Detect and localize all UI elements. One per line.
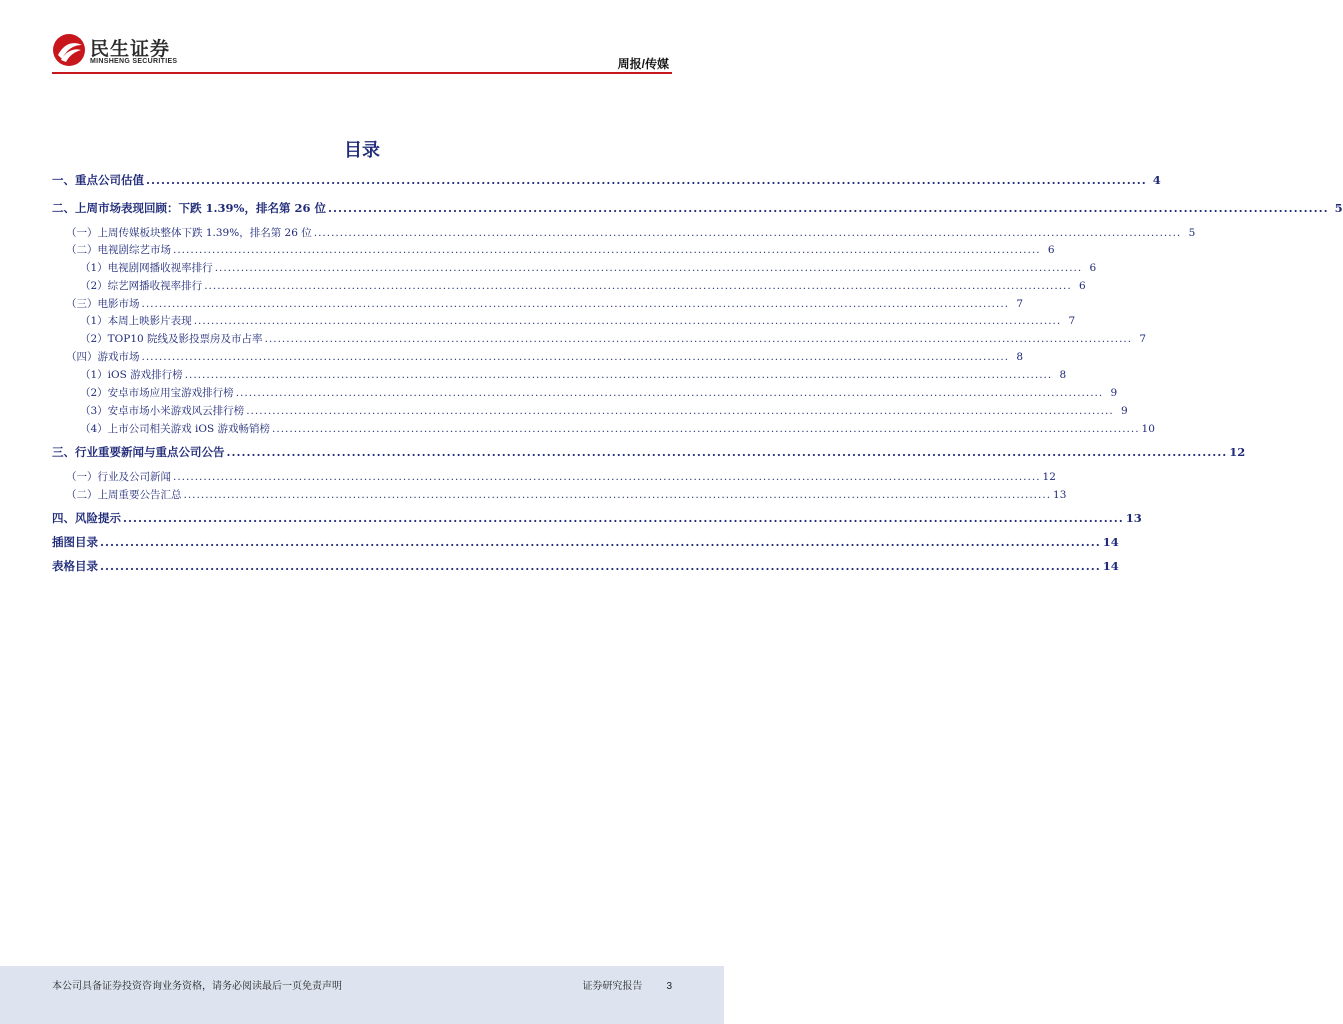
company-logo: [52, 33, 202, 73]
toc-entry-page: 5: [1188, 227, 1196, 239]
toc-dot-leader: ........................................................................................................................................................................................................: [313, 227, 1182, 239]
toc-entry-page: 13: [1125, 511, 1142, 525]
toc-dot-leader: ........................................................................................................................................................................................................: [226, 445, 1228, 459]
toc-entry-title: （二）电视剧综艺市场: [66, 244, 171, 256]
toc-entry-page: 6: [1089, 262, 1097, 274]
toc-entry[interactable]: [52, 278, 1086, 296]
toc-entry-title: （2）综艺网播收视率排行: [80, 280, 203, 292]
toc-dot-leader: ........................................................................................................................................................................................................: [235, 387, 1104, 399]
toc-entry[interactable]: [52, 510, 1142, 528]
toc-entry[interactable]: [52, 313, 1076, 331]
toc-entry-title: （1）iOS 游戏排行榜: [80, 369, 183, 381]
toc-entry[interactable]: [52, 421, 1155, 439]
toc-dot-leader: ........................................................................................................................................................................................................: [123, 511, 1124, 525]
toc-entry[interactable]: [52, 558, 1119, 576]
toc-dot-leader: ........................................................................................................................................................................................................: [173, 244, 1041, 256]
report-type: 证券研究报告: [582, 981, 643, 992]
toc-entry[interactable]: [52, 242, 1055, 260]
toc-entry[interactable]: [52, 534, 1119, 552]
toc-entry-page: 8: [1016, 351, 1024, 363]
toc-entry-title: 三、行业重要新闻与重点公司公告: [52, 445, 225, 459]
footer-right: [558, 977, 672, 992]
toc-dot-leader: ........................................................................................................................................................................................................: [141, 351, 1010, 363]
toc-entry[interactable]: [52, 225, 1196, 243]
toc-entry-title: （一）行业及公司新闻: [66, 471, 171, 483]
toc-dot-leader: ........................................................................................................................................................................................................: [141, 298, 1010, 310]
toc-entry-page: 5: [1334, 201, 1343, 215]
toc-entry-title: （2）安卓市场应用宝游戏排行榜: [80, 387, 234, 399]
toc-dot-leader: ........................................................................................................................................................................................................: [327, 201, 1329, 215]
toc-entry-page: 13: [1053, 489, 1067, 501]
toc-entry[interactable]: [52, 469, 1056, 487]
toc-entry[interactable]: [52, 444, 1246, 462]
toc-entry-page: 14: [1102, 535, 1119, 549]
toc-entry-page: 9: [1110, 387, 1118, 399]
toc-dot-leader: ........................................................................................................................................................................................................: [184, 369, 1053, 381]
toc-entry-page: 9: [1121, 405, 1128, 417]
toc-entry-title: （1）本周上映影片表现: [80, 315, 192, 327]
toc-entry-title: 表格目录: [52, 559, 98, 573]
page-header: [0, 0, 724, 80]
minsheng-logo-icon: [52, 33, 86, 67]
toc-entry[interactable]: [52, 331, 1147, 349]
toc-entry-title: （3）安卓市场小米游戏风云排行榜: [80, 405, 245, 417]
toc-dot-leader: ........................................................................................................................................................................................................: [272, 423, 1140, 435]
toc-entry[interactable]: [52, 487, 1067, 505]
toc-dot-leader: ........................................................................................................................................................................................................: [246, 405, 1114, 417]
toc-dot-leader: ........................................................................................................................................................................................................: [264, 333, 1133, 345]
logo-chinese-text: 民生证券: [90, 38, 171, 60]
page-number: 3: [666, 981, 672, 992]
toc-entry[interactable]: [52, 296, 1024, 314]
toc-entry[interactable]: [52, 403, 1128, 421]
toc-entry-title: （4）上市公司相关游戏 iOS 游戏畅销榜: [80, 423, 271, 435]
toc-entry[interactable]: [52, 349, 1024, 367]
toc-entry-title: （1）电视剧网播收视率排行: [80, 262, 213, 274]
toc-entry-page: 7: [1016, 298, 1024, 310]
toc-entry[interactable]: [52, 367, 1067, 385]
toc-dot-leader: ........................................................................................................................................................................................................: [204, 280, 1072, 292]
toc-entry-page: 6: [1047, 244, 1055, 256]
toc-dot-leader: ........................................................................................................................................................................................................: [183, 489, 1052, 501]
toc-entry[interactable]: [52, 200, 1343, 218]
toc-entry-page: 12: [1042, 471, 1056, 483]
toc-entry[interactable]: [52, 172, 1161, 190]
toc-entry-title: （一）上周传媒板块整体下跌 1.39%，排名第 26 位: [66, 227, 312, 239]
toc-entry-page: 7: [1139, 333, 1147, 345]
toc-entry-title: 一、重点公司估值: [52, 173, 144, 187]
toc-entry-title: （2）TOP10 院线及影投票房及市占率: [80, 333, 263, 345]
toc-dot-leader: ........................................................................................................................................................................................................: [173, 471, 1041, 483]
toc-entry-page: 4: [1152, 173, 1161, 187]
toc-dot-leader: ........................................................................................................................................................................................................: [214, 262, 1083, 274]
report-category: 周报/传媒: [617, 57, 669, 71]
toc-entry-title: 二、上周市场表现回顾：下跌 1.39%，排名第 26 位: [52, 201, 326, 215]
footer-disclaimer: 本公司具备证券投资咨询业务资格，请务必阅读最后一页免责声明: [52, 981, 342, 992]
toc-dot-leader: ........................................................................................................................................................................................................: [100, 535, 1101, 549]
toc-entry-title: 四、风险提示: [52, 511, 121, 525]
toc-title: 目录: [344, 140, 380, 161]
toc-entry[interactable]: [52, 260, 1097, 278]
toc-dot-leader: ........................................................................................................................................................................................................: [100, 559, 1101, 573]
toc-entry-page: 14: [1102, 559, 1119, 573]
page-footer: [0, 966, 724, 1024]
toc-entry[interactable]: [52, 385, 1118, 403]
toc-entry-page: 12: [1229, 445, 1246, 459]
toc-entry-title: （二）上周重要公告汇总: [66, 489, 182, 501]
header-divider: [52, 72, 672, 74]
toc-entry-page: 8: [1059, 369, 1067, 381]
toc-entry-title: （三）电影市场: [66, 298, 140, 310]
toc-entry-page: 10: [1141, 423, 1155, 435]
toc-dot-leader: ........................................................................................................................................................................................................: [146, 173, 1147, 187]
toc-entry-title: 插图目录: [52, 535, 98, 549]
toc-entry-page: 7: [1068, 315, 1076, 327]
logo-english-text: MINSHENG SECURITIES: [90, 58, 178, 65]
toc-dot-leader: ........................................................................................................................................................................................................: [193, 315, 1062, 327]
toc-entry-title: （四）游戏市场: [66, 351, 140, 363]
toc-entry-page: 6: [1079, 280, 1086, 292]
